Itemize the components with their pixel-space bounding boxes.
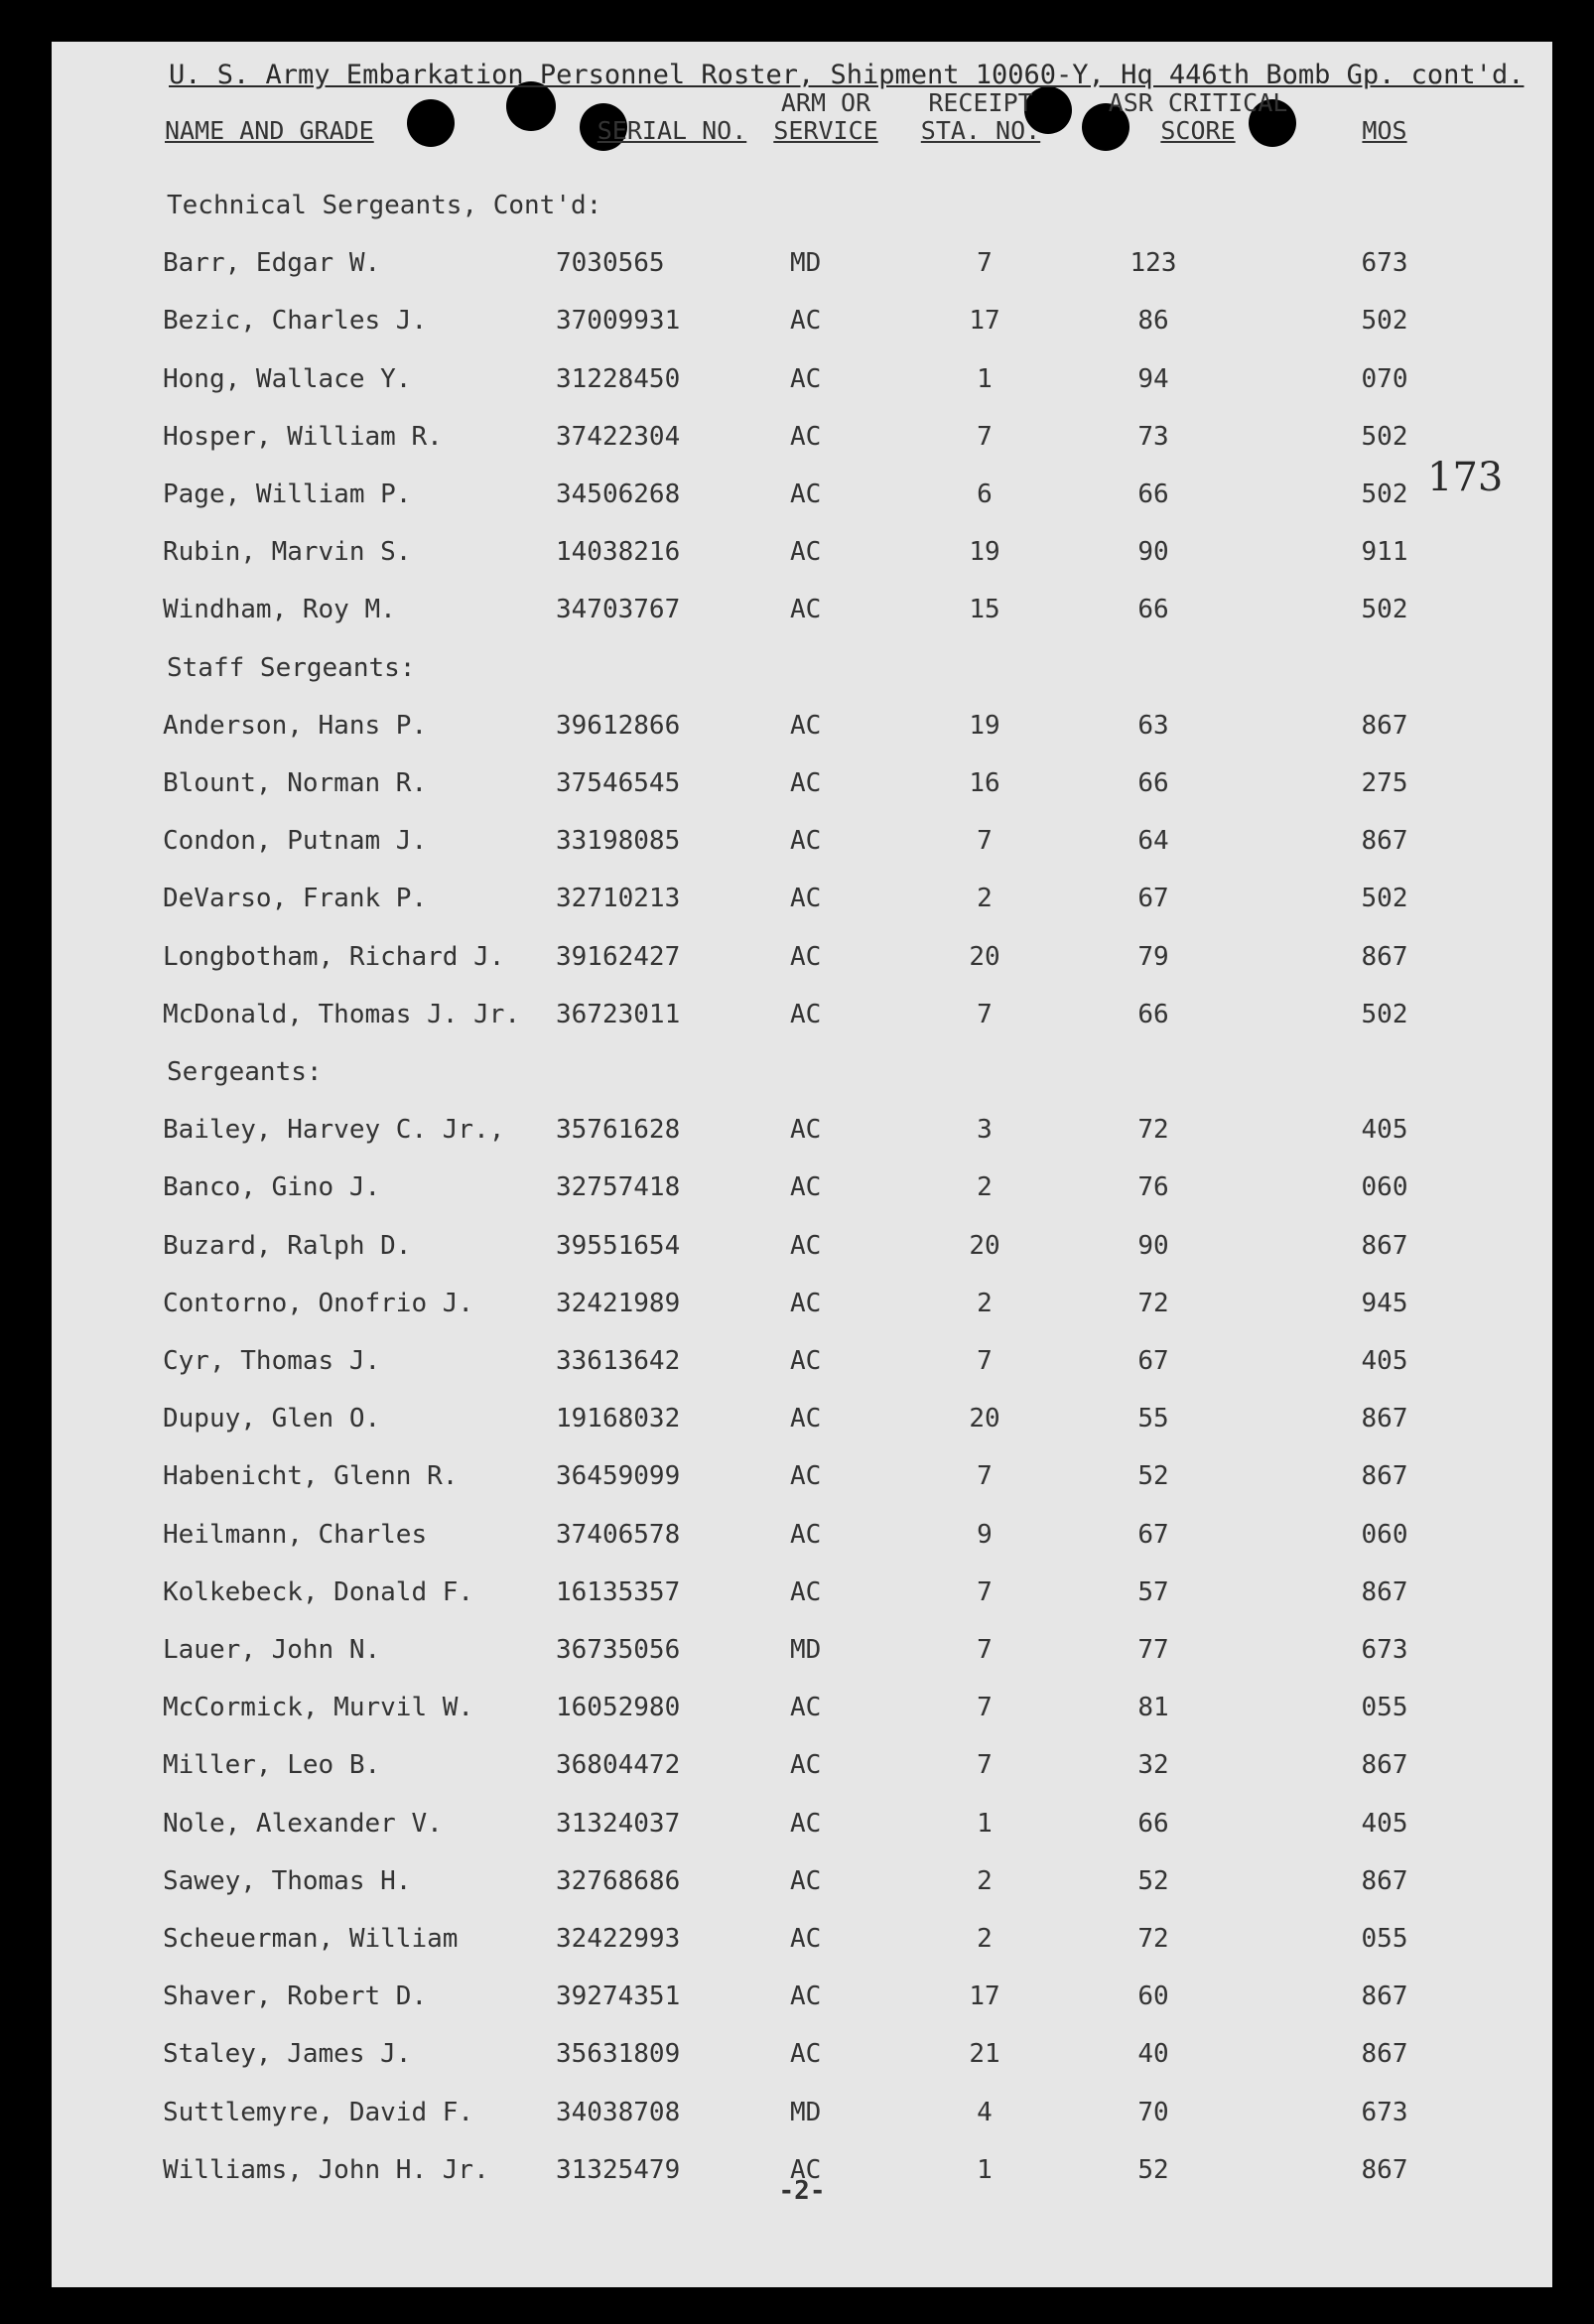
arm-service: AC — [790, 363, 822, 394]
asr-score: 67 — [1137, 884, 1169, 914]
mos-code: 867 — [1361, 2039, 1408, 2070]
person-name: Windham, Roy M. — [163, 595, 396, 625]
person-name: Hong, Wallace Y. — [163, 363, 412, 394]
serial-number: 34703767 — [556, 595, 681, 625]
roster-row — [52, 1231, 1552, 1271]
mos-code: 275 — [1361, 768, 1408, 798]
asr-score: 66 — [1137, 1808, 1169, 1839]
arm-service: AC — [790, 2039, 822, 2070]
mos-code: 055 — [1361, 1693, 1408, 1723]
arm-service: AC — [790, 1982, 822, 2012]
asr-score: 67 — [1137, 1346, 1169, 1376]
roster-row — [52, 2039, 1552, 2079]
receipt-station: 20 — [969, 941, 1000, 972]
receipt-station: 20 — [969, 1230, 1000, 1261]
roster-row — [52, 1404, 1552, 1443]
arm-service: AC — [790, 537, 822, 568]
mos-code: 867 — [1361, 1461, 1408, 1492]
asr-score: 52 — [1137, 1461, 1169, 1492]
mos-code: 502 — [1361, 479, 1408, 509]
serial-number: 16135357 — [556, 1576, 681, 1607]
receipt-station: 1 — [977, 2154, 993, 2185]
mos-code: 911 — [1361, 537, 1408, 568]
asr-score: 73 — [1137, 421, 1169, 452]
serial-number: 39612866 — [556, 710, 681, 741]
arm-service: MD — [790, 248, 822, 279]
receipt-station: 7 — [977, 1635, 993, 1665]
section-heading: Sergeants: — [167, 1057, 323, 1087]
mos-code: 070 — [1361, 363, 1408, 394]
mos-code: 502 — [1361, 999, 1408, 1029]
person-name: Miller, Leo B. — [163, 1750, 381, 1781]
receipt-station: 7 — [977, 1576, 993, 1607]
asr-score: 90 — [1137, 1230, 1169, 1261]
serial-number: 7030565 — [556, 248, 665, 279]
asr-score: 66 — [1137, 595, 1169, 625]
receipt-station: 20 — [969, 1404, 1000, 1435]
serial-number: 33198085 — [556, 826, 681, 857]
person-name: Anderson, Hans P. — [163, 710, 428, 741]
receipt-station: 7 — [977, 1346, 993, 1376]
roster-row — [52, 942, 1552, 982]
person-name: Shaver, Robert D. — [163, 1982, 428, 2012]
receipt-station: 2 — [977, 1172, 993, 1203]
receipt-station: 7 — [977, 1693, 993, 1723]
arm-service: AC — [790, 1808, 822, 1839]
mos-code: 867 — [1361, 1404, 1408, 1435]
asr-score: 94 — [1137, 363, 1169, 394]
asr-score: 57 — [1137, 1576, 1169, 1607]
receipt-station: 1 — [977, 363, 993, 394]
mos-code: 502 — [1361, 595, 1408, 625]
mos-code: 502 — [1361, 884, 1408, 914]
person-name: Habenicht, Glenn R. — [163, 1461, 459, 1492]
asr-score: 79 — [1137, 941, 1169, 972]
asr-score: 63 — [1137, 710, 1169, 741]
serial-number: 39551654 — [556, 1230, 681, 1261]
roster-row — [52, 1866, 1552, 1906]
header-receipt-station: RECEIPT STA. NO. — [920, 88, 1041, 145]
header-serial: SERIAL NO. — [597, 116, 747, 145]
mos-code: 405 — [1361, 1115, 1408, 1146]
person-name: Williams, John H. Jr. — [163, 2154, 489, 2185]
serial-number: 37009931 — [556, 306, 681, 337]
mos-code: 502 — [1361, 306, 1408, 337]
serial-number: 37406578 — [556, 1519, 681, 1550]
roster-row — [52, 248, 1552, 288]
arm-service: AC — [790, 884, 822, 914]
roster-row — [52, 364, 1552, 404]
asr-score: 52 — [1137, 1865, 1169, 1896]
mos-code: 405 — [1361, 1808, 1408, 1839]
person-name: Sawey, Thomas H. — [163, 1865, 412, 1896]
roster-row — [52, 1693, 1552, 1732]
asr-score: 72 — [1137, 1115, 1169, 1146]
roster-title: U. S. Army Embarkation Personnel Roster, Shipment 10060-Y, Hq 446th Bomb Gp. cont'd. — [169, 60, 1525, 90]
asr-score: 72 — [1137, 1924, 1169, 1954]
roster-row — [52, 711, 1552, 751]
person-name: McCormick, Murvil W. — [163, 1693, 474, 1723]
arm-service: AC — [790, 941, 822, 972]
person-name: Lauer, John N. — [163, 1635, 381, 1665]
serial-number: 36459099 — [556, 1461, 681, 1492]
mos-code: 867 — [1361, 1576, 1408, 1607]
receipt-station: 7 — [977, 1461, 993, 1492]
receipt-station: 1 — [977, 1808, 993, 1839]
serial-number: 31324037 — [556, 1808, 681, 1839]
receipt-station: 17 — [969, 306, 1000, 337]
receipt-station: 4 — [977, 2097, 993, 2127]
receipt-station: 19 — [969, 537, 1000, 568]
person-name: Longbotham, Richard J. — [163, 941, 505, 972]
roster-row — [52, 884, 1552, 923]
receipt-station: 2 — [977, 1865, 993, 1896]
page-stamp: 173 — [1427, 455, 1504, 500]
person-name: DeVarso, Frank P. — [163, 884, 428, 914]
roster-row — [52, 1750, 1552, 1790]
arm-service: AC — [790, 710, 822, 741]
arm-service: AC — [790, 999, 822, 1029]
roster-row — [52, 479, 1552, 519]
asr-score: 66 — [1137, 768, 1169, 798]
receipt-station: 3 — [977, 1115, 993, 1146]
roster-row — [52, 422, 1552, 462]
mos-code: 673 — [1361, 248, 1408, 279]
receipt-station: 2 — [977, 884, 993, 914]
roster-row — [52, 768, 1552, 808]
arm-service: AC — [790, 1576, 822, 1607]
mos-code: 867 — [1361, 710, 1408, 741]
person-name: Condon, Putnam J. — [163, 826, 428, 857]
serial-number: 32757418 — [556, 1172, 681, 1203]
asr-score: 66 — [1137, 999, 1169, 1029]
person-name: Contorno, Onofrio J. — [163, 1288, 474, 1318]
roster-row — [52, 1809, 1552, 1848]
mos-code: 502 — [1361, 421, 1408, 452]
arm-service: AC — [790, 1172, 822, 1203]
arm-service: AC — [790, 1865, 822, 1896]
roster-row — [52, 537, 1552, 577]
person-name: Scheuerman, William — [163, 1924, 459, 1954]
mos-code: 673 — [1361, 1635, 1408, 1665]
asr-score: 86 — [1137, 306, 1169, 337]
receipt-station: 9 — [977, 1519, 993, 1550]
roster-row — [52, 1000, 1552, 1039]
asr-score: 77 — [1137, 1635, 1169, 1665]
roster-page — [52, 42, 1552, 2287]
person-name: Buzard, Ralph D. — [163, 1230, 412, 1261]
asr-score: 76 — [1137, 1172, 1169, 1203]
person-name: Kolkebeck, Donald F. — [163, 1576, 474, 1607]
person-name: Hosper, William R. — [163, 421, 443, 452]
person-name: Rubin, Marvin S. — [163, 537, 412, 568]
asr-score: 72 — [1137, 1288, 1169, 1318]
header-asr-score: ASR CRITICAL SCORE — [1108, 88, 1288, 145]
mos-code: 867 — [1361, 1750, 1408, 1781]
arm-service: AC — [790, 1115, 822, 1146]
person-name: Staley, James J. — [163, 2039, 412, 2070]
header-mos: MOS — [1362, 116, 1407, 145]
receipt-station: 6 — [977, 479, 993, 509]
person-name: Bezic, Charles J. — [163, 306, 428, 337]
arm-service: AC — [790, 1750, 822, 1781]
asr-score: 40 — [1137, 2039, 1169, 2070]
serial-number: 14038216 — [556, 537, 681, 568]
serial-number: 35631809 — [556, 2039, 681, 2070]
roster-row — [52, 1924, 1552, 1964]
arm-service: AC — [790, 1346, 822, 1376]
arm-service: AC — [790, 2154, 822, 2185]
person-name: Heilmann, Charles — [163, 1519, 428, 1550]
roster-row — [52, 1461, 1552, 1501]
arm-service: MD — [790, 1635, 822, 1665]
person-name: McDonald, Thomas J. Jr. — [163, 999, 521, 1029]
serial-number: 34038708 — [556, 2097, 681, 2127]
mos-code: 060 — [1361, 1172, 1408, 1203]
person-name: Suttlemyre, David F. — [163, 2097, 474, 2127]
receipt-station: 16 — [969, 768, 1000, 798]
arm-service: AC — [790, 421, 822, 452]
section-heading: Technical Sergeants, Cont'd: — [167, 191, 602, 220]
person-name: Bailey, Harvey C. Jr., — [163, 1115, 505, 1146]
serial-number: 39162427 — [556, 941, 681, 972]
asr-score: 60 — [1137, 1982, 1169, 2012]
arm-service: MD — [790, 2097, 822, 2127]
arm-service: AC — [790, 479, 822, 509]
serial-number: 31228450 — [556, 363, 681, 394]
mos-code: 405 — [1361, 1346, 1408, 1376]
asr-score: 32 — [1137, 1750, 1169, 1781]
asr-score: 66 — [1137, 479, 1169, 509]
arm-service: AC — [790, 1404, 822, 1435]
mos-code: 867 — [1361, 1865, 1408, 1896]
mos-code: 060 — [1361, 1519, 1408, 1550]
asr-score: 81 — [1137, 1693, 1169, 1723]
asr-score: 123 — [1129, 248, 1177, 279]
receipt-station: 19 — [969, 710, 1000, 741]
mos-code: 867 — [1361, 2154, 1408, 2185]
receipt-station: 2 — [977, 1288, 993, 1318]
arm-service: AC — [790, 1519, 822, 1550]
serial-number: 32768686 — [556, 1865, 681, 1896]
mos-code: 867 — [1361, 941, 1408, 972]
receipt-station: 7 — [977, 826, 993, 857]
arm-service: AC — [790, 1693, 822, 1723]
serial-number: 37422304 — [556, 421, 681, 452]
header-arm-service: ARM OR SERVICE — [773, 88, 878, 145]
serial-number: 16052980 — [556, 1693, 681, 1723]
asr-score: 52 — [1137, 2154, 1169, 2185]
roster-row — [52, 1982, 1552, 2021]
section-heading: Staff Sergeants: — [167, 652, 416, 683]
receipt-station: 21 — [969, 2039, 1000, 2070]
receipt-station: 7 — [977, 248, 993, 279]
roster-row — [52, 2098, 1552, 2137]
arm-service: AC — [790, 1230, 822, 1261]
serial-number: 32421989 — [556, 1288, 681, 1318]
receipt-station: 15 — [969, 595, 1000, 625]
serial-number: 36804472 — [556, 1750, 681, 1781]
arm-service: AC — [790, 306, 822, 337]
person-name: Cyr, Thomas J. — [163, 1346, 381, 1376]
roster-row — [52, 1577, 1552, 1617]
serial-number: 39274351 — [556, 1982, 681, 2012]
asr-score: 70 — [1137, 2097, 1169, 2127]
mos-code: 055 — [1361, 1924, 1408, 1954]
arm-service: AC — [790, 1288, 822, 1318]
serial-number: 35761628 — [556, 1115, 681, 1146]
person-name: Barr, Edgar W. — [163, 248, 381, 279]
mos-code: 867 — [1361, 1230, 1408, 1261]
receipt-station: 7 — [977, 1750, 993, 1781]
serial-number: 36735056 — [556, 1635, 681, 1665]
roster-row — [52, 1635, 1552, 1675]
asr-score: 64 — [1137, 826, 1169, 857]
roster-row — [52, 826, 1552, 866]
mos-code: 673 — [1361, 2097, 1408, 2127]
roster-row — [52, 1346, 1552, 1386]
arm-service: AC — [790, 768, 822, 798]
roster-row — [52, 1289, 1552, 1328]
punch-hole — [407, 99, 455, 147]
serial-number: 32422993 — [556, 1924, 681, 1954]
receipt-station: 17 — [969, 1982, 1000, 2012]
header-name-grade: NAME AND GRADE — [165, 116, 374, 145]
roster-row — [52, 1172, 1552, 1212]
asr-score: 67 — [1137, 1519, 1169, 1550]
mos-code: 945 — [1361, 1288, 1408, 1318]
serial-number: 31325479 — [556, 2154, 681, 2185]
arm-service: AC — [790, 1924, 822, 1954]
person-name: Nole, Alexander V. — [163, 1808, 443, 1839]
arm-service: AC — [790, 1461, 822, 1492]
person-name: Page, William P. — [163, 479, 412, 509]
asr-score: 90 — [1137, 537, 1169, 568]
serial-number: 36723011 — [556, 999, 681, 1029]
serial-number: 19168032 — [556, 1404, 681, 1435]
serial-number: 37546545 — [556, 768, 681, 798]
serial-number: 34506268 — [556, 479, 681, 509]
person-name: Blount, Norman R. — [163, 768, 428, 798]
receipt-station: 7 — [977, 421, 993, 452]
asr-score: 55 — [1137, 1404, 1169, 1435]
person-name: Dupuy, Glen O. — [163, 1404, 381, 1435]
receipt-station: 7 — [977, 999, 993, 1029]
arm-service: AC — [790, 595, 822, 625]
roster-row — [52, 1520, 1552, 1560]
arm-service: AC — [790, 826, 822, 857]
roster-row — [52, 1115, 1552, 1155]
receipt-station: 2 — [977, 1924, 993, 1954]
roster-row — [52, 306, 1552, 345]
roster-row — [52, 595, 1552, 634]
serial-number: 32710213 — [556, 884, 681, 914]
person-name: Banco, Gino J. — [163, 1172, 381, 1203]
mos-code: 867 — [1361, 826, 1408, 857]
page-number: -2- — [778, 2176, 826, 2206]
serial-number: 33613642 — [556, 1346, 681, 1376]
mos-code: 867 — [1361, 1982, 1408, 2012]
